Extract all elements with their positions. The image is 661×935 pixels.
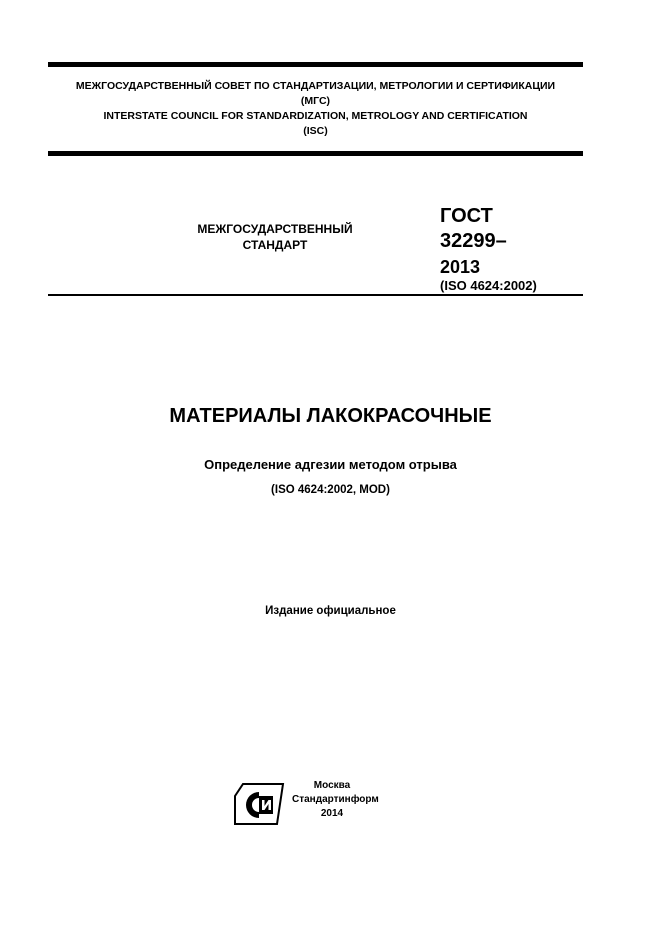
council-abbr-ru: (МГС): [300, 95, 331, 107]
council-name-ru: МЕЖГОСУДАРСТВЕННЫЙ СОВЕТ ПО СТАНДАРТИЗАЦИИ, МЕТРОЛОГИИ И СЕРТИФИКАЦИИ: [75, 80, 556, 92]
gost-prefix: ГОСТ: [440, 205, 493, 227]
council-header: [48, 79, 583, 139]
standard-type-line1: МЕЖГОСУДАРСТВЕННЫЙ: [197, 222, 353, 236]
council-name-en: INTERSTATE COUNCIL FOR STANDARDIZATION, METROLOGY AND CERTIFICATION: [103, 110, 528, 122]
council-abbr-en: (ISC): [303, 125, 328, 137]
edition-label: Издание официальное: [265, 605, 396, 617]
gost-number: 32299–: [440, 230, 507, 252]
publisher-info: [292, 779, 379, 821]
standard-type-line2: СТАНДАРТ: [242, 238, 308, 252]
standard-type: [175, 221, 375, 253]
gost-iso-reference: (ISO 4624:2002): [440, 278, 537, 293]
designation-rule: [48, 294, 583, 296]
header-rule: [48, 151, 583, 156]
publisher-city: Москва: [313, 780, 351, 791]
document-title: МАТЕРИАЛЫ ЛАКОКРАСОЧНЫЕ: [169, 405, 492, 427]
publisher-year: 2014: [320, 808, 344, 819]
top-rule: [48, 62, 583, 67]
iso-modification: (ISO 4624:2002, MOD): [271, 484, 390, 496]
gost-year: 2013: [440, 257, 481, 277]
standartinform-logo-icon: [233, 782, 285, 826]
document-subtitle: Определение адгезии методом отрыва: [204, 457, 457, 472]
publisher-name: Стандартинформ: [292, 794, 379, 805]
